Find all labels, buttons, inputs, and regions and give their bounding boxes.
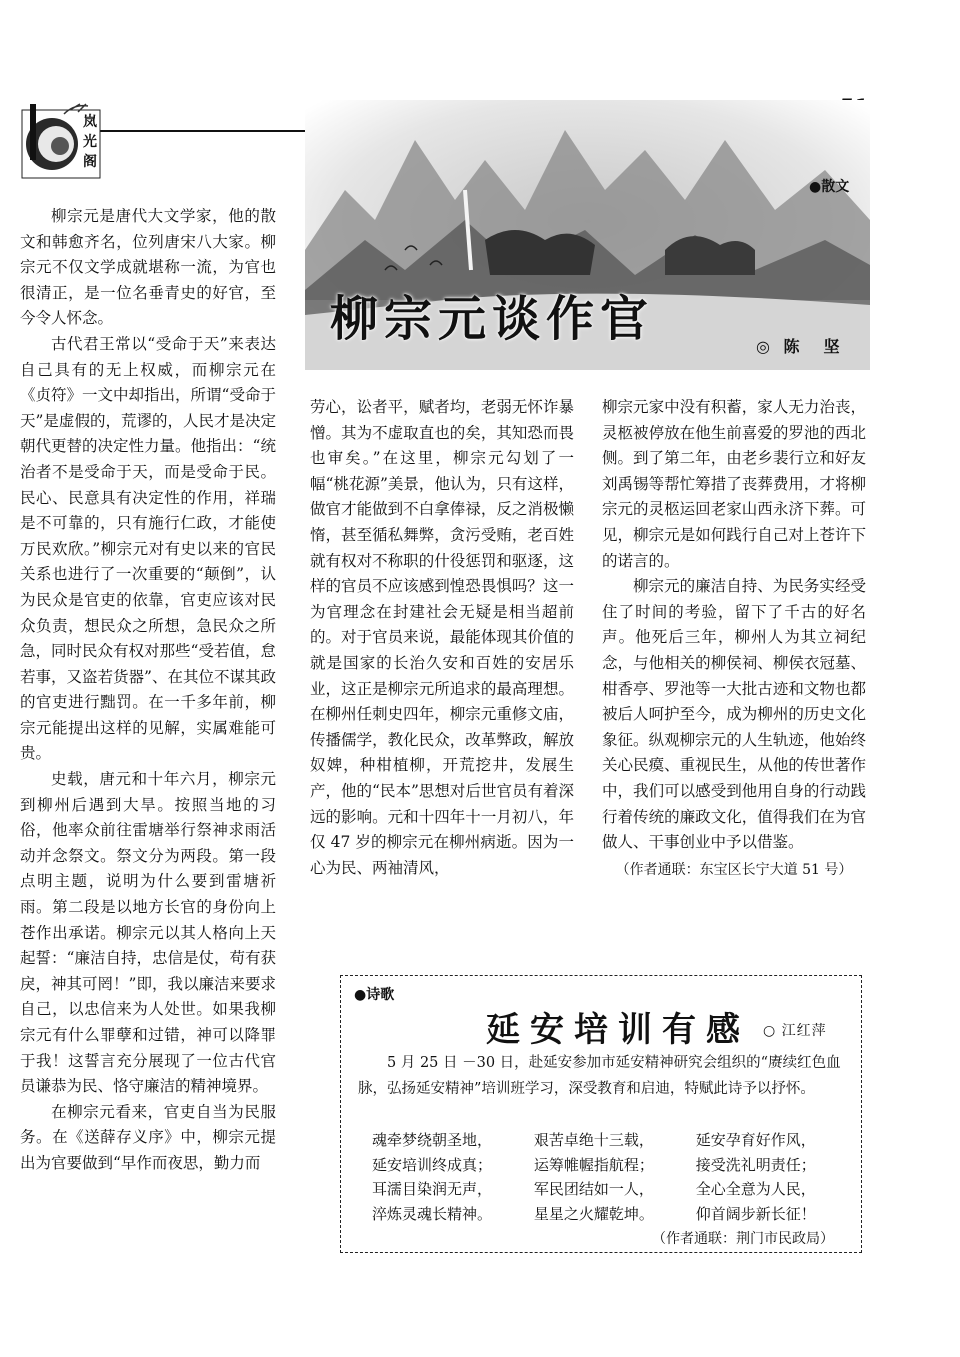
poem-row <box>372 1153 842 1178</box>
poem-lines <box>372 1128 842 1226</box>
poem-line: 军民团结如一人， <box>533 1180 654 1198</box>
poem-line: 接受洗礼明责任； <box>695 1155 816 1174</box>
column-name: 岚光阁 <box>83 114 97 170</box>
poem-line: 淬炼灵魂长精神。 <box>372 1204 493 1223</box>
paragraph: 劳心，讼者平，赋者均，老弱无怀诈暴憎。其为不虚取直也的矣，其知恐而畏也审矣。”在这里，柳宗元勾划了一幅“桃花源”美景，他认为，只有这样，做官才能做到不白拿俸禄，反之消极懒惰，甚至循私舞弊，贪污受贿，老百姓就有权对不称职的什役惩罚和驱逐，这样的官员不应该感到惶恐畏惧吗？这一为官理念在封建社会无疑是相当超前的。对于官员来说，最能体现其价值的就是国家的长治久安和百姓的安居乐业，这正是柳宗元所追求的最高理想。在柳州任刺史四年，柳宗元重修文庙，传播儒学，教化民众，改革弊政，解放奴婢，种柑植柳，开荒挖井，发展生产，他的“民本”思想对后世官员有着深远的影响。元和十四年十一月初八，年仅 47 岁的柳宗元在柳州病逝。因为一心为民、两袖清风， <box>310 398 574 877</box>
poem-row <box>372 1128 842 1153</box>
poem-author-contact: （作者通联：荆门市民政局） <box>652 1231 834 1247</box>
poem-author: ○ 江红萍 <box>763 1023 827 1039</box>
poem-line: 延安培训终成真； <box>372 1155 493 1174</box>
paragraph: 史载，唐元和十年六月，柳宗元到柳州后遇到大旱。按照当地的习俗，他率众前往雷塘举行祭神求雨活动并念祭文。祭文分为两段。第一段点明主题，说明为什么要到雷塘祈雨。第二段是以地方长官的身份向上苍作出承诺。柳宗元以其人格向上天起誓：“廉洁自持，忠信是仗，苟有获戾，神其可罔！”即，我以廉洁来要求自己，以忠信来为人处世。如果我柳宗元有什么罪孽和过错，神可以降罪于我！这誓言充分展现了一位古代官员谦恭为民、恪守廉洁的精神境界。 <box>20 770 276 1096</box>
article-column-2 <box>310 395 574 881</box>
poem-line: 星星之火耀乾坤。 <box>533 1204 654 1223</box>
article-author: ◎ 陈 坚 <box>756 337 844 356</box>
poem-line: 运筹帷幄指航程； <box>533 1155 654 1174</box>
poem-line: 魂牵梦绕朝圣地， <box>372 1131 493 1149</box>
poem-row <box>372 1202 842 1227</box>
poem-line: 延安孕育好作风， <box>695 1131 816 1149</box>
article-title: 柳宗元谈作官 <box>330 291 655 347</box>
paragraph: 古代君王常以“受命于天”来表达自己具有的无上权威，而柳宗元在《贞符》一文中却指出，所谓“受命于天”是虚假的，荒谬的，人民才是决定朝代更替的决定性力量。他指出：“统治者不是受命于天，而是受命于民。民心、民意具有决定性的作用，祥瑞是不可靠的，只有施行仁政，才能使万民欢欣。”柳宗元对有史以来的官民关系也进行了一次重要的“颠倒”，认为民众是官吏的依靠，官吏应该对民众负责，想民众之所想，急民众之所急，同时民众有权对那些“受若值，怠若事，又盗若货器”、在其位不谋其政的官吏进行黜罚。在一千多年前，柳宗元能提出这样的见解，实属难能可贵。 <box>20 334 276 763</box>
poem-row <box>372 1177 842 1202</box>
poem-line: 艰苦卓绝十三载， <box>533 1131 654 1149</box>
section-tag-poetry: ●诗歌 <box>354 987 395 1003</box>
paragraph: 柳宗元家中没有积蓄，家人无力治丧，灵柩被停放在他生前喜爱的罗池的西北侧。到了第二年，由老乡裴行立和好友刘禹锡等帮忙筹措了丧葬费用，才将柳宗元的灵柩运回老家山西永济下葬。可见，柳宗元是如何践行自己对上苍许下的诺言的。 <box>602 398 866 570</box>
poem-preface: 5 月 25 日 －30 日，赴延安参加市延安精神研究会组织的“赓续红色血脉，弘扬延安精神”培训班学习，深受教育和启迪，特赋此诗予以抒怀。 <box>358 1055 841 1097</box>
article-column-1 <box>20 204 276 1177</box>
article-column-3 <box>602 395 866 883</box>
poem-line: 耳濡目染润无声， <box>372 1180 493 1198</box>
paragraph: 在柳宗元看来，官吏自当为民服务。在《送薛存义序》中，柳宗元提出为官要做到“早作而夜思，勤力而 <box>20 1102 276 1172</box>
poem-line: 全心全意为人民， <box>695 1180 816 1198</box>
paragraph: 柳宗元的廉洁自持、为民务实经受住了时间的考验，留下了千古的好名声。他死后三年，柳州人为其立祠纪念，与他相关的柳侯祠、柳侯衣冠墓、柑香亭、罗池等一大批古迹和文物也都被后人呵护至今，成为柳州的历史文化象征。纵观柳宗元的人生轨迹，他始终关心民瘼、重视民生，从他的传世著作中，我们可以感受到他用自身的行动践行着传统的廉政文化，值得我们在为官做人、干事创业中予以借鉴。 <box>602 577 866 852</box>
poem-title: 延安培训有感 <box>486 1010 750 1050</box>
poem-line: 仰首阔步新长征！ <box>695 1204 816 1223</box>
author-contact: （作者通联：东宝区长宁大道 51 号） <box>615 861 853 878</box>
section-tag-prose: ●散文 <box>809 179 850 195</box>
paragraph: 柳宗元是唐代大文学家，他的散文和韩愈齐名，位列唐宋八大家。柳宗元不仅文学成就堪称一流，为官也很清正，是一位名垂青史的好官，至今令人怀念。 <box>20 207 276 328</box>
